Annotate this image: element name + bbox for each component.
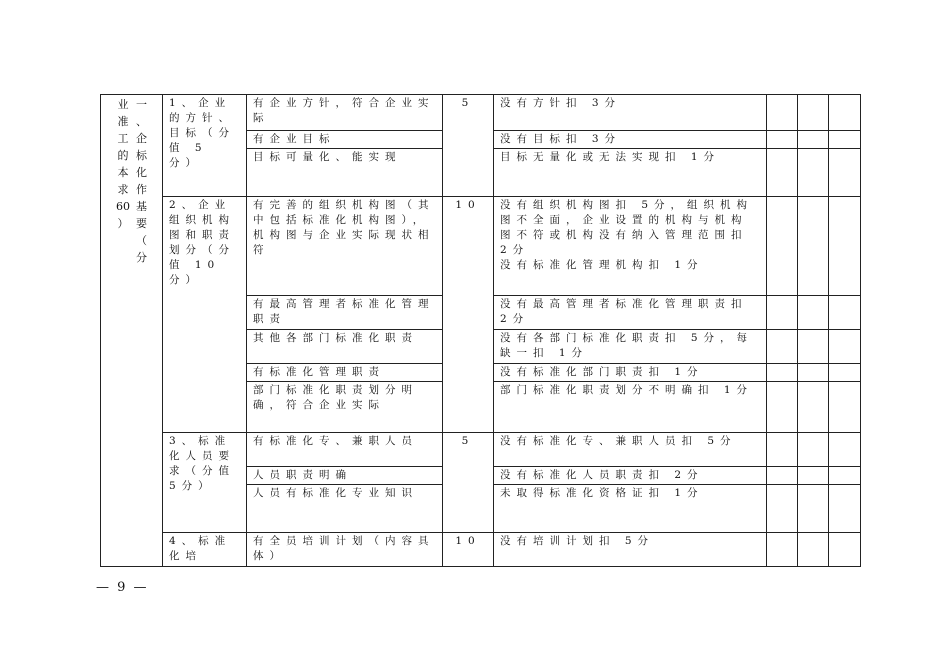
blank-cell: [829, 330, 861, 364]
category-char: 、: [136, 115, 147, 128]
requirement-cell: 有企业目标: [247, 131, 443, 149]
requirement-cell: 有完善的组织机构图（其中包括标准化机构图），机构图与企业实际现状相符: [247, 197, 443, 296]
blank-cell: [798, 197, 829, 296]
category-char: 业: [117, 98, 129, 111]
blank-cell: [767, 330, 798, 364]
category-text-column-1: [136, 96, 147, 266]
item-cell: 2、企业组织机构图和职责划分（分值 10 分）: [163, 197, 247, 433]
blank-cell: [829, 433, 861, 467]
blank-cell: [767, 433, 798, 467]
category-char: 60: [116, 200, 130, 213]
table-row: [101, 197, 861, 296]
blank-cell: [829, 296, 861, 330]
category-cell: [101, 95, 163, 567]
deduction-cell: 目标无量化或无法实现扣 1分: [494, 149, 767, 197]
blank-cell: [767, 467, 798, 485]
blank-cell: [798, 296, 829, 330]
deduction-cell: 没有组织机构图扣 5分，组织机构图不全面，企业设置的机构与机构图不符或机构没有纳入管理范围扣 2分 没有标准化管理机构扣 1分: [494, 197, 767, 296]
blank-cell: [767, 533, 798, 567]
blank-cell: [829, 95, 861, 131]
score-cell: 5: [443, 433, 494, 533]
blank-cell: [767, 485, 798, 533]
table-row: [101, 433, 861, 467]
blank-cell: [798, 131, 829, 149]
blank-cell: [798, 382, 829, 433]
blank-cell: [767, 131, 798, 149]
category-char: 本: [117, 166, 129, 179]
deduction-cell: 没有培训计划扣 5分: [494, 533, 767, 567]
requirement-cell: 部门标准化职责划分明确，符合企业实际: [247, 382, 443, 433]
category-char: 求: [117, 183, 129, 196]
table-row: [101, 95, 861, 131]
category-text-column-2: [116, 96, 130, 266]
deduction-cell: 没有标准化部门职责扣 1分: [494, 364, 767, 382]
blank-cell: [829, 485, 861, 533]
category-char: 一: [136, 98, 147, 111]
score-cell: 10: [443, 197, 494, 433]
blank-cell: [767, 197, 798, 296]
blank-cell: [767, 95, 798, 131]
deduction-cell: 没有标准化人员职责扣 2分: [494, 467, 767, 485]
score-cell: 10: [443, 533, 494, 567]
category-char: 分: [136, 251, 147, 264]
category-char: 准: [117, 115, 129, 128]
category-char: 基: [136, 200, 147, 213]
deduction-cell: 没有方针扣 3分: [494, 95, 767, 131]
blank-cell: [829, 131, 861, 149]
blank-cell: [829, 364, 861, 382]
item-cell: 1、企业的方针、目标（分值 5 分）: [163, 95, 247, 197]
blank-cell: [767, 296, 798, 330]
blank-cell: [798, 533, 829, 567]
blank-cell: [798, 433, 829, 467]
item-cell: 4、标准化培: [163, 533, 247, 567]
category-char: 作: [136, 183, 147, 196]
blank-cell: [798, 485, 829, 533]
requirement-cell: 其他各部门标准化职责: [247, 330, 443, 364]
category-char: 标: [136, 149, 147, 162]
category-char: ）: [117, 217, 129, 230]
deduction-cell: 没有最高管理者标准化管理职责扣 2分: [494, 296, 767, 330]
table-row: [101, 533, 861, 567]
requirement-cell: 有企业方针，符合企业实际: [247, 95, 443, 131]
standardization-criteria-table: [100, 94, 861, 567]
blank-cell: [767, 382, 798, 433]
requirement-cell: 有标准化专、兼职人员: [247, 433, 443, 467]
blank-cell: [798, 149, 829, 197]
blank-cell: [798, 364, 829, 382]
item-cell: 3、标准化人员要求（分值 5分）: [163, 433, 247, 533]
requirement-cell: 目标可量化、能实现: [247, 149, 443, 197]
deduction-cell: 没有各部门标准化职责扣 5分，每缺一扣 1分: [494, 330, 767, 364]
score-cell: 5: [443, 95, 494, 197]
blank-cell: [767, 364, 798, 382]
blank-cell: [829, 382, 861, 433]
deduction-cell: 部门标准化职责划分不明确扣 1分: [494, 382, 767, 433]
blank-cell: [798, 330, 829, 364]
blank-cell: [767, 149, 798, 197]
category-char: 企: [136, 132, 147, 145]
deduction-cell: 没有目标扣 3分: [494, 131, 767, 149]
deduction-cell: 未取得标准化资格证扣 1分: [494, 485, 767, 533]
blank-cell: [798, 467, 829, 485]
category-char: （: [136, 234, 147, 247]
page-number: — 9 —: [96, 580, 149, 595]
requirement-cell: 有最高管理者标准化管理职责: [247, 296, 443, 330]
category-char: 的: [117, 149, 129, 162]
blank-cell: [829, 149, 861, 197]
blank-cell: [829, 467, 861, 485]
requirement-cell: 有标准化管理职责: [247, 364, 443, 382]
requirement-cell: 有全员培训计划（内容具体）: [247, 533, 443, 567]
blank-cell: [829, 533, 861, 567]
blank-cell: [829, 197, 861, 296]
category-char: 要: [136, 217, 147, 230]
requirement-cell: 人员有标准化专业知识: [247, 485, 443, 533]
blank-cell: [798, 95, 829, 131]
requirement-cell: 人员职责明确: [247, 467, 443, 485]
deduction-cell: 没有标准化专、兼职人员扣 5分: [494, 433, 767, 467]
category-char: 工: [117, 132, 129, 145]
category-char: 化: [136, 166, 147, 179]
